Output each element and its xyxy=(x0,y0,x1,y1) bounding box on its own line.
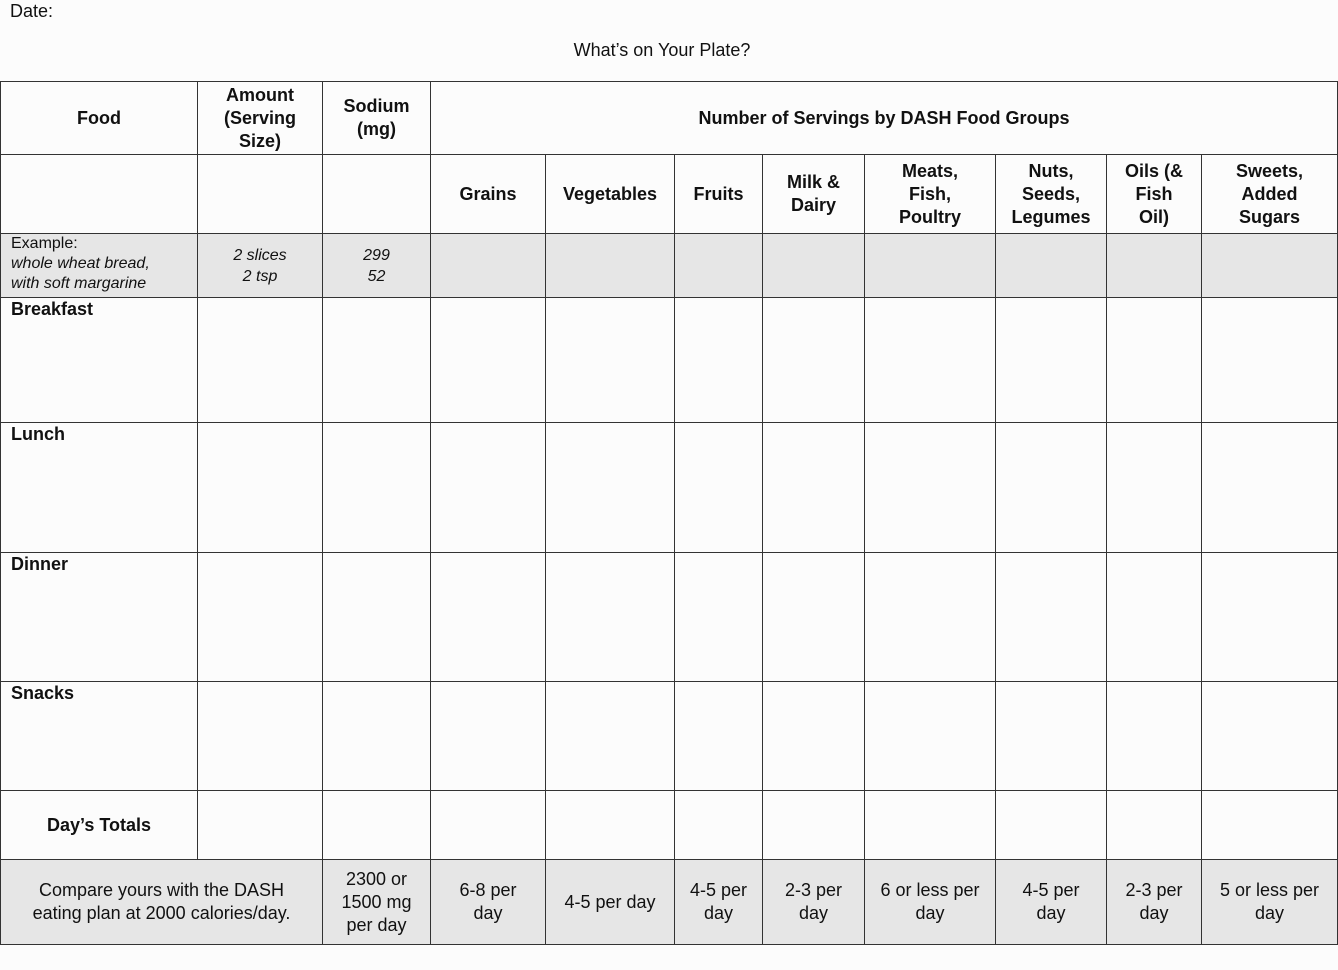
page-title: What’s on Your Plate? xyxy=(573,40,751,60)
group-header-sweets xyxy=(1202,155,1338,234)
entry-cell[interactable] xyxy=(675,423,763,553)
entry-cell[interactable] xyxy=(323,298,431,423)
entry-cell[interactable] xyxy=(675,298,763,423)
example-sodium-line: 299 xyxy=(363,246,390,264)
target-line: day xyxy=(915,903,945,923)
amount-header xyxy=(198,82,323,155)
target-line: day xyxy=(798,903,829,923)
group-header-line: Nuts, xyxy=(1028,160,1074,181)
totals-label: Day’s Totals xyxy=(1,791,198,860)
target-fruits xyxy=(675,860,763,945)
blank-cell xyxy=(323,155,431,234)
entry-cell[interactable] xyxy=(323,423,431,553)
entry-cell[interactable] xyxy=(546,423,675,553)
target-meats xyxy=(865,860,996,945)
compare-sodium-line: per day xyxy=(346,914,407,935)
total-cell[interactable] xyxy=(675,791,763,860)
target-nuts xyxy=(996,860,1107,945)
servings-group-header: Number of Servings by DASH Food Groups xyxy=(431,82,1338,155)
example-sodium-cell xyxy=(323,234,431,298)
entry-cell[interactable] xyxy=(198,682,323,791)
total-cell[interactable] xyxy=(996,791,1107,860)
entry-cell[interactable] xyxy=(996,682,1107,791)
meal-label: Breakfast xyxy=(1,298,198,423)
group-header-line: Legumes xyxy=(1011,206,1091,227)
blank-cell xyxy=(1,155,198,234)
example-blank-cell xyxy=(675,234,763,298)
target-line: day xyxy=(1036,903,1066,923)
total-cell[interactable] xyxy=(1202,791,1338,860)
example-blank-cell xyxy=(431,234,546,298)
amount-header-line: Size) xyxy=(238,130,281,151)
example-blank-cell xyxy=(763,234,865,298)
group-header-nuts xyxy=(996,155,1107,234)
entry-cell[interactable] xyxy=(865,423,996,553)
sodium-header xyxy=(323,82,431,155)
entry-cell[interactable] xyxy=(198,553,323,682)
entry-cell[interactable] xyxy=(996,423,1107,553)
group-header-line: Added xyxy=(1241,183,1298,204)
target-grains xyxy=(431,860,546,945)
compare-sodium xyxy=(323,860,431,945)
group-header-line: Seeds, xyxy=(1021,183,1081,204)
total-cell[interactable] xyxy=(1107,791,1202,860)
meal-label: Lunch xyxy=(1,423,198,553)
food-log-table xyxy=(0,81,1338,945)
group-header-line: Fish, xyxy=(908,183,951,204)
meal-row-lunch xyxy=(1,423,1338,553)
target-sweets xyxy=(1202,860,1338,945)
subheader-row xyxy=(1,155,1338,234)
group-header-line: Fruits xyxy=(693,183,744,204)
group-header-line: Grains xyxy=(459,183,517,204)
target-vegetables xyxy=(546,860,675,945)
entry-cell[interactable] xyxy=(323,682,431,791)
example-blank-cell xyxy=(546,234,675,298)
entry-cell[interactable] xyxy=(1107,682,1202,791)
entry-cell[interactable] xyxy=(1107,553,1202,682)
header-row xyxy=(1,82,1338,155)
meal-row-dinner xyxy=(1,553,1338,682)
meal-label: Snacks xyxy=(1,682,198,791)
compare-label xyxy=(1,860,323,945)
meal-row-snacks xyxy=(1,682,1338,791)
target-line: 4-5 per xyxy=(689,880,748,900)
group-header-line: Milk & xyxy=(786,172,840,192)
entry-cell[interactable] xyxy=(865,553,996,682)
group-header-line: Poultry xyxy=(898,206,961,227)
entry-cell[interactable] xyxy=(763,423,865,553)
total-cell[interactable] xyxy=(323,791,431,860)
example-food-line: whole wheat bread, xyxy=(11,255,150,272)
entry-cell[interactable] xyxy=(865,298,996,423)
example-food-cell xyxy=(1,234,198,298)
target-line: 4-5 per xyxy=(1022,880,1080,900)
target-line: day xyxy=(1255,903,1285,923)
example-sodium-line: 52 xyxy=(367,267,386,285)
total-cell[interactable] xyxy=(198,791,323,860)
totals-row xyxy=(1,791,1338,860)
entry-cell[interactable] xyxy=(198,423,323,553)
group-header-line: Dairy xyxy=(790,195,837,215)
group-header-oils xyxy=(1107,155,1202,234)
total-cell[interactable] xyxy=(431,791,546,860)
entry-cell[interactable] xyxy=(431,682,546,791)
example-row xyxy=(1,234,1338,298)
target-line: 4-5 per day xyxy=(564,891,656,912)
example-label: Example: xyxy=(11,235,78,252)
example-blank-cell xyxy=(1202,234,1338,298)
target-line: 6-8 per xyxy=(459,880,517,900)
meal-label: Dinner xyxy=(1,553,198,682)
group-header-line: Meats, xyxy=(901,160,959,181)
example-blank-cell xyxy=(996,234,1107,298)
example-blank-cell xyxy=(865,234,996,298)
target-line: day xyxy=(1139,903,1169,923)
entry-cell[interactable] xyxy=(996,298,1107,423)
entry-cell[interactable] xyxy=(1202,682,1338,791)
target-line: day xyxy=(703,903,734,923)
entry-cell[interactable] xyxy=(1202,423,1338,553)
sodium-header-line: Sodium xyxy=(343,96,410,116)
example-amount-line: 2 slices xyxy=(233,246,287,264)
blank-cell xyxy=(198,155,323,234)
meal-row-breakfast xyxy=(1,298,1338,423)
entry-cell[interactable] xyxy=(865,682,996,791)
target-line: 2-3 per xyxy=(784,880,843,900)
total-cell[interactable] xyxy=(546,791,675,860)
group-header-meats xyxy=(865,155,996,234)
group-header-line: Sugars xyxy=(1239,206,1301,227)
entry-cell[interactable] xyxy=(431,298,546,423)
entry-cell[interactable] xyxy=(1107,423,1202,553)
group-header-line: Oil) xyxy=(1139,206,1169,227)
entry-cell[interactable] xyxy=(675,682,763,791)
entry-cell[interactable] xyxy=(996,553,1107,682)
amount-header-line: Amount xyxy=(226,84,294,105)
food-header: Food xyxy=(1,82,198,155)
group-header-line: Fish xyxy=(1135,183,1173,204)
target-line: day xyxy=(473,903,503,923)
target-oils xyxy=(1107,860,1202,945)
compare-label-line: eating plan at 2000 calories/day. xyxy=(32,903,291,923)
target-milk-dairy xyxy=(763,860,865,945)
entry-cell[interactable] xyxy=(431,423,546,553)
example-blank-cell xyxy=(1107,234,1202,298)
compare-sodium-line: 2300 or xyxy=(345,868,408,889)
group-header-line: Sweets, xyxy=(1235,160,1304,181)
target-line: 5 or less per xyxy=(1219,880,1320,900)
entry-cell[interactable] xyxy=(323,553,431,682)
compare-row xyxy=(1,860,1338,945)
group-header-vegetables xyxy=(546,155,675,234)
example-amount-cell xyxy=(198,234,323,298)
entry-cell[interactable] xyxy=(1202,553,1338,682)
date-label: Date: xyxy=(10,1,54,21)
entry-cell[interactable] xyxy=(198,298,323,423)
amount-header-line: (Serving xyxy=(223,107,297,128)
entry-cell[interactable] xyxy=(431,553,546,682)
entry-cell[interactable] xyxy=(1107,298,1202,423)
example-food-line: with soft margarine xyxy=(11,275,147,292)
group-header-grains xyxy=(431,155,546,234)
total-cell[interactable] xyxy=(865,791,996,860)
compare-sodium-line: 1500 mg xyxy=(341,891,412,912)
example-amount-line: 2 tsp xyxy=(242,267,278,285)
entry-cell[interactable] xyxy=(763,298,865,423)
group-header-line: Vegetables xyxy=(562,183,658,204)
entry-cell[interactable] xyxy=(1202,298,1338,423)
total-cell[interactable] xyxy=(763,791,865,860)
group-header-fruits xyxy=(675,155,763,234)
entry-cell[interactable] xyxy=(763,553,865,682)
compare-label-line: Compare yours with the DASH xyxy=(38,880,285,900)
entry-cell[interactable] xyxy=(675,553,763,682)
entry-cell[interactable] xyxy=(763,682,865,791)
entry-cell[interactable] xyxy=(546,298,675,423)
target-line: 2-3 per xyxy=(1125,880,1183,900)
entry-cell[interactable] xyxy=(546,682,675,791)
sodium-header-line: (mg) xyxy=(357,119,396,139)
group-header-line: Oils (& xyxy=(1124,160,1183,181)
group-header-milk-dairy xyxy=(763,155,865,234)
entry-cell[interactable] xyxy=(546,553,675,682)
target-line: 6 or less per xyxy=(880,880,980,900)
